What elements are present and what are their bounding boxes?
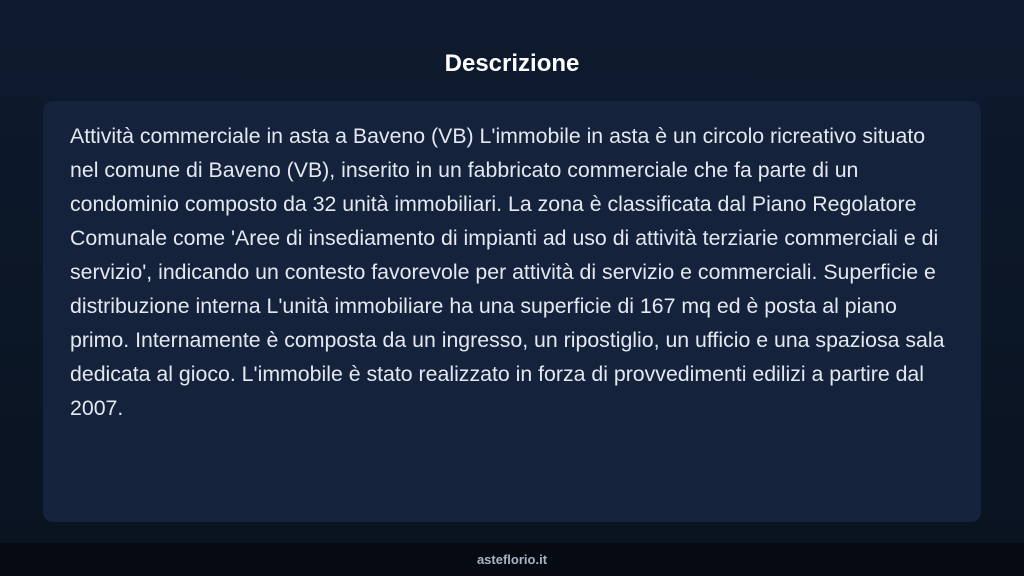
footer-site-name: asteflorio.it bbox=[476, 552, 548, 567]
section-title: Descrizione bbox=[444, 50, 580, 77]
description-card bbox=[43, 101, 981, 522]
description-text: Attività commerciale in asta a Baveno (VB) L'immobile in asta è un circolo ricreativo situato nel comune di Baveno (VB), inserito in un fabbricato commerciale che fa parte di un condominio composto da 32 unità immobiliari. La zona è classificata dal Piano Regolatore Comunale come 'Aree di insediamento di impianti ad uso di attività terziarie commerciali e di servizio', indicando un contesto favorevole per attività di servizio e commerciali. Superficie e distribuzione interna L'unità immobiliare ha una superficie di 167 mq ed è posta al piano primo. Internamente è composta da un ingresso, un ripostiglio, un ufficio e una spaziosa sala dedicata al gioco. L'immobile è stato realizzato in forza di provvedimenti edilizi a partire dal 2007. bbox=[70, 124, 945, 420]
footer-bar bbox=[0, 543, 1024, 576]
